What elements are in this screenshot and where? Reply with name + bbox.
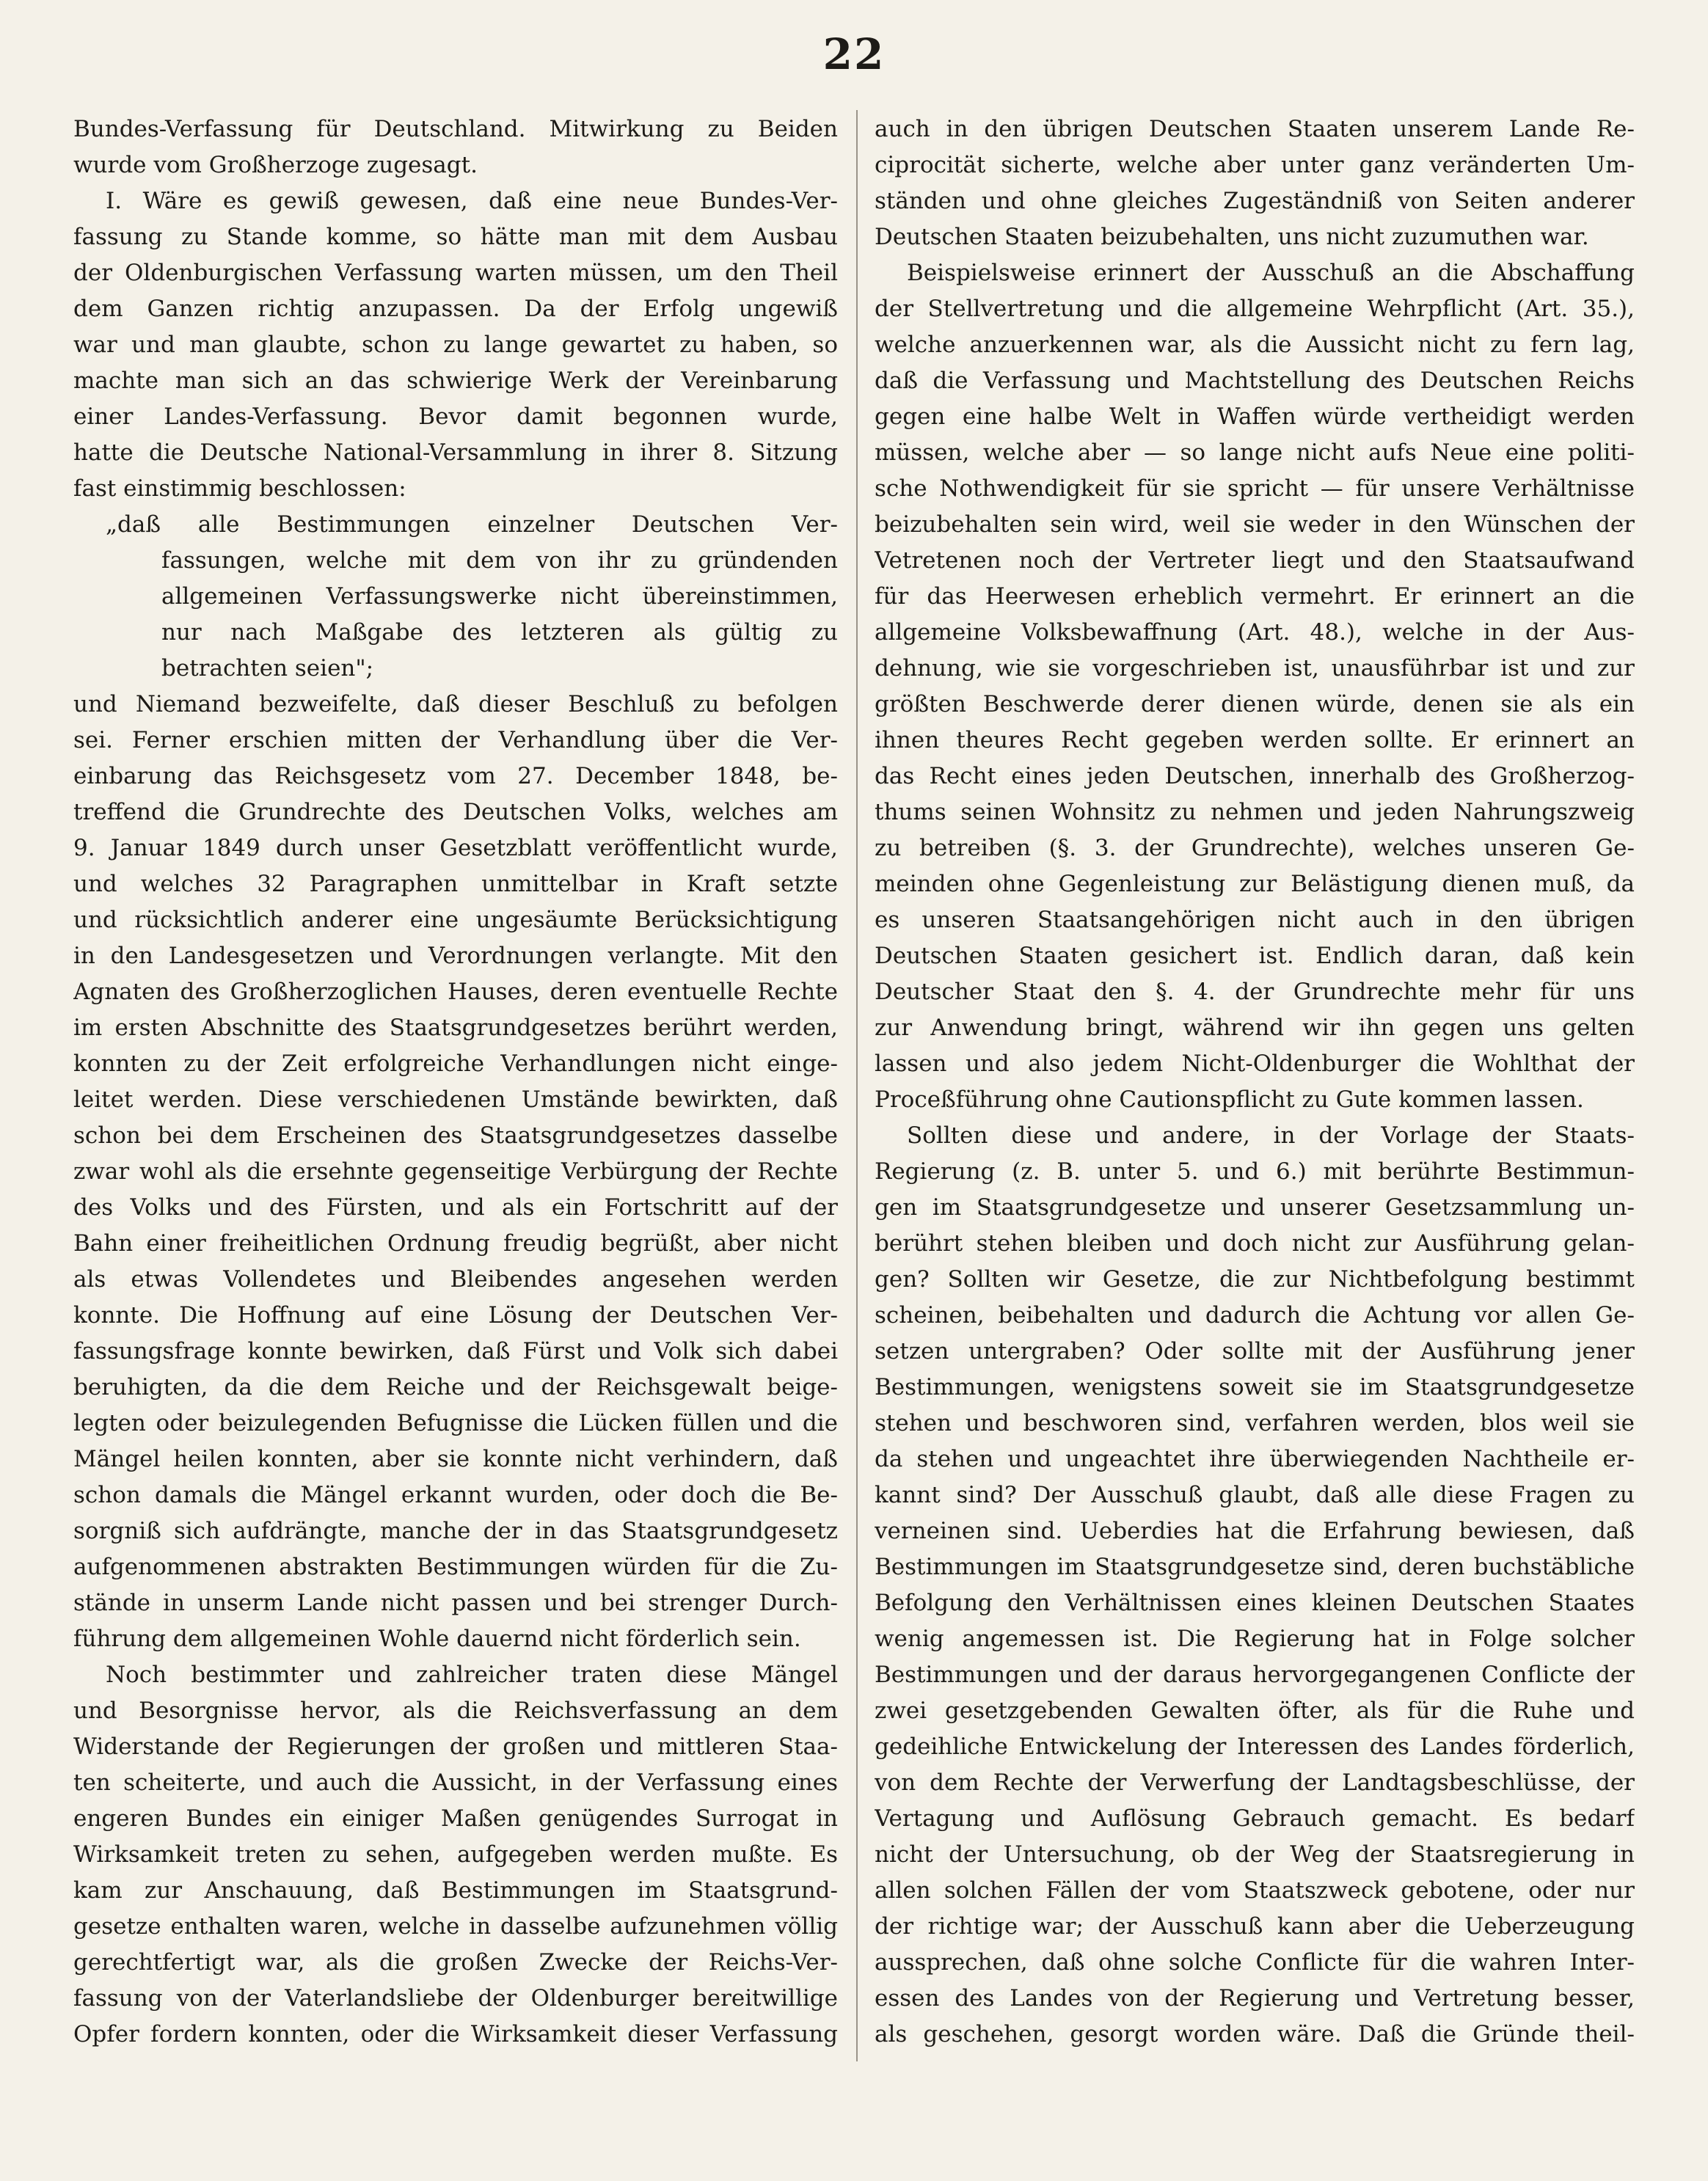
text-line: fast einstimmig beschlossen: [73, 475, 406, 502]
text-line: in den Landesgesetzen und Verordnungen verlangte. Mit den [73, 943, 838, 969]
text-line: im ersten Abschnitte des Staatsgrundgesetzes berührt werden, [73, 1015, 838, 1041]
text-line: als geschehen, gesorgt worden wäre. Daß die Gründe theil- [875, 2021, 1635, 2047]
text-line: gedeihliche Entwickelung der Interessen des Landes förderlich, [875, 1734, 1635, 1760]
text-line: allen solchen Fällen der vom Staatszweck gebotene, oder nur [875, 1877, 1635, 1904]
text-line: ciprocität sicherte, welche aber unter ganz veränderten Um- [875, 152, 1635, 178]
text-line: kam zur Anschauung, daß Bestimmungen im Staatsgrund- [73, 1877, 838, 1904]
text-line: gesetze enthalten waren, welche in dasselbe aufzunehmen völlig [73, 1913, 838, 1940]
text-line: dem Ganzen richtig anzupassen. Da der Erfolg ungewiß [73, 296, 838, 322]
text-line: da stehen und ungeachtet ihre überwiegenden Nachtheile er- [875, 1446, 1635, 1472]
text-line: auch in den übrigen Deutschen Staaten unserem Lande Re- [875, 116, 1635, 142]
text-line: Widerstande der Regierungen der großen und mittleren Staa- [73, 1734, 838, 1760]
text-line: welche anzuerkennen war, als die Aussicht nicht zu fern lag, [875, 332, 1635, 358]
text-line: ständen und ohne gleiches Zugeständniß von Seiten anderer [875, 188, 1635, 214]
text-line: zur Anwendung bringt, während wir ihn gegen uns gelten [875, 1015, 1635, 1041]
text-line: hatte die Deutsche National-Versammlung in ihrer 8. Sitzung [73, 439, 838, 466]
text-line: von dem Rechte der Verwerfung der Landtagsbeschlüsse, der [875, 1769, 1635, 1796]
text-line: setzen untergraben? Oder sollte mit der Ausführung jener [875, 1338, 1635, 1365]
text-line: Deutschen Staaten gesichert ist. Endlich daran, daß kein [875, 943, 1635, 969]
text-line: Agnaten des Großherzoglichen Hauses, deren eventuelle Rechte [73, 979, 838, 1005]
text-line: zwei gesetzgebenden Gewalten öfter, als für die Ruhe und [875, 1698, 1635, 1724]
text-line: fassungen, welche mit dem von ihr zu gründenden [161, 547, 838, 574]
text-line: war und man glaubte, schon zu lange gewartet zu haben, so [73, 332, 838, 358]
text-line: größten Beschwerde derer dienen würde, denen sie als ein [875, 691, 1635, 717]
text-line: sche Nothwendigkeit für sie spricht — für unsere Verhältnisse [875, 475, 1635, 502]
text-line: aufgenommenen abstrakten Bestimmungen würden für die Zu- [73, 1554, 838, 1580]
text-line: meinden ohne Gegenleistung zur Belästigung dienen muß, da [875, 871, 1635, 897]
text-line: sei. Ferner erschien mitten der Verhandlung über die Ver- [73, 727, 838, 753]
text-line: lassen und also jedem Nicht-Oldenburger die Wohlthat der [875, 1051, 1635, 1077]
text-line: Opfer fordern konnten, oder die Wirksamkeit dieser Verfassung [73, 2021, 838, 2047]
text-line: scheinen, beibehalten und dadurch die Achtung vor allen Ge- [875, 1302, 1635, 1329]
text-line: und welches 32 Paragraphen unmittelbar in Kraft setzte [73, 871, 838, 897]
text-line: wenig angemessen ist. Die Regierung hat in Folge solcher [875, 1626, 1635, 1652]
text-line: verneinen sind. Ueberdies hat die Erfahrung bewiesen, daß [875, 1518, 1635, 1544]
text-line: führung dem allgemeinen Wohle dauernd nicht förderlich sein. [73, 1626, 801, 1652]
column-divider [856, 110, 858, 2061]
text-line: der richtige war; der Ausschuß kann aber die Ueberzeugung [875, 1913, 1635, 1940]
text-line: der Oldenburgischen Verfassung warten müssen, um den Theil [73, 260, 838, 286]
text-line: schon bei dem Erscheinen des Staatsgrundgesetzes dasselbe [73, 1122, 838, 1149]
text-line: einer Landes-Verfassung. Bevor damit begonnen wurde, [73, 403, 838, 430]
text-line: ten scheiterte, und auch die Aussicht, in der Verfassung eines [73, 1769, 838, 1796]
text-line: Vertagung und Auflösung Gebrauch gemacht. Es bedarf [875, 1805, 1635, 1832]
text-line: fassung zu Stande komme, so hätte man mit dem Ausbau [73, 224, 838, 250]
text-line: kannt sind? Der Ausschuß glaubt, daß alle diese Fragen zu [875, 1482, 1635, 1508]
text-line: einbarung das Reichsgesetz vom 27. December 1848, be- [73, 763, 838, 789]
text-line: „daß alle Bestimmungen einzelner Deutschen Ver- [106, 511, 838, 538]
text-line: nur nach Maßgabe des letzteren als gültig zu [161, 619, 838, 646]
text-line: machte man sich an das schwierige Werk der Vereinbarung [73, 368, 838, 394]
text-line: aussprechen, daß ohne solche Conflicte für die wahren Inter- [875, 1949, 1635, 1976]
text-line: zwar wohl als die ersehnte gegenseitige Verbürgung der Rechte [73, 1158, 838, 1185]
text-line: wurde vom Großherzoge zugesagt. [73, 152, 478, 178]
text-line: Wirksamkeit treten zu sehen, aufgegeben werden mußte. Es [73, 1841, 838, 1868]
text-line: legten oder beizulegenden Befugnisse die Lücken füllen und die [73, 1410, 838, 1436]
text-line: Sollten diese und andere, in der Vorlage der Staats- [907, 1122, 1635, 1149]
text-line: leitet werden. Diese verschiedenen Umstände bewirkten, daß [73, 1086, 838, 1113]
text-line: als etwas Vollendetes und Bleibendes angesehen werden [73, 1266, 838, 1293]
text-line: müssen, welche aber — so lange nicht aufs Neue eine politi- [875, 439, 1635, 466]
text-line: und Besorgnisse hervor, als die Reichsverfassung an dem [73, 1698, 838, 1724]
text-line: treffend die Grundrechte des Deutschen Volks, welches am [73, 799, 838, 825]
text-line: es unseren Staatsangehörigen nicht auch in den übrigen [875, 907, 1635, 933]
text-line: beruhigten, da die dem Reiche und der Reichsgewalt beige- [73, 1374, 838, 1400]
text-line: Bahn einer freiheitlichen Ordnung freudig begrüßt, aber nicht [73, 1230, 838, 1257]
text-line: nicht der Untersuchung, ob der Weg der Staatsregierung in [875, 1841, 1635, 1868]
text-line: schon damals die Mängel erkannt wurden, oder doch die Be- [73, 1482, 838, 1508]
text-line: und Niemand bezweifelte, daß dieser Beschluß zu befolgen [73, 691, 838, 717]
text-line: Bestimmungen, wenigstens soweit sie im Staatsgrundgesetze [875, 1374, 1635, 1400]
text-line: gegen eine halbe Welt in Waffen würde vertheidigt werden [875, 403, 1635, 430]
text-line: Befolgung den Verhältnissen eines kleinen Deutschen Staates [875, 1590, 1635, 1616]
text-line: stände in unserm Lande nicht passen und bei strenger Durch- [73, 1590, 838, 1616]
text-line: fassung von der Vaterlandsliebe der Oldenburger bereitwillige [73, 1985, 838, 2012]
text-line: ihnen theures Recht gegeben werden sollte. Er erinnert an [875, 727, 1635, 753]
text-line: Bestimmungen im Staatsgrundgesetze sind, deren buchstäbliche [875, 1554, 1635, 1580]
text-line: I. Wäre es gewiß gewesen, daß eine neue Bundes-Ver- [106, 188, 838, 214]
text-line: beizubehalten sein wird, weil sie weder in den Wünschen der [875, 511, 1635, 538]
text-line: und rücksichtlich anderer eine ungesäumte Berücksichtigung [73, 907, 838, 933]
text-line: fassungsfrage konnte bewirken, daß Fürst und Volk sich dabei [73, 1338, 838, 1365]
text-line: konnten zu der Zeit erfolgreiche Verhandlungen nicht einge- [73, 1051, 838, 1077]
text-line: gen? Sollten wir Gesetze, die zur Nichtbefolgung bestimmt [875, 1266, 1635, 1293]
text-line: Beispielsweise erinnert der Ausschuß an die Abschaffung [907, 260, 1635, 286]
text-line: thums seinen Wohnsitz zu nehmen und jeden Nahrungszweig [875, 799, 1635, 825]
text-line: gen im Staatsgrundgesetze und unserer Gesetzsammlung un- [875, 1194, 1635, 1221]
text-line: das Recht eines jeden Deutschen, innerhalb des Großherzog- [875, 763, 1635, 789]
text-line: zu betreiben (§. 3. der Grundrechte), welches unseren Ge- [875, 835, 1635, 861]
text-line: sorgniß sich aufdrängte, manche der in das Staatsgrundgesetz [73, 1518, 838, 1544]
text-line: Regierung (z. B. unter 5. und 6.) mit berührte Bestimmun- [875, 1158, 1635, 1185]
text-line: daß die Verfassung und Machtstellung des Deutschen Reichs [875, 368, 1635, 394]
text-line: Deutschen Staaten beizubehalten, uns nicht zuzumuthen war. [875, 224, 1589, 250]
text-line: 9. Januar 1849 durch unser Gesetzblatt veröffentlicht wurde, [73, 835, 838, 861]
text-line: Noch bestimmter und zahlreicher traten diese Mängel [106, 1662, 838, 1688]
text-line: Bundes-Verfassung für Deutschland. Mitwirkung zu Beiden [73, 116, 838, 142]
text-line: Deutscher Staat den §. 4. der Grundrechte mehr für uns [875, 979, 1635, 1005]
text-line: berührt stehen bleiben und doch nicht zur Ausführung gelan- [875, 1230, 1635, 1257]
text-line: dehnung, wie sie vorgeschrieben ist, unausführbar ist und zur [875, 655, 1635, 682]
text-line: Vetretenen noch der Vertreter liegt und den Staatsaufwand [875, 547, 1635, 574]
text-line: essen des Landes von der Regierung und Vertretung besser, [875, 1985, 1635, 2012]
text-line: stehen und beschworen sind, verfahren werden, blos weil sie [875, 1410, 1635, 1436]
text-line: engeren Bundes ein einiger Maßen genügendes Surrogat in [73, 1805, 838, 1832]
left-text-column [73, 112, 838, 2063]
text-line: gerechtfertigt war, als die großen Zwecke der Reichs-Ver- [73, 1949, 838, 1976]
page-number: 22 [822, 29, 886, 79]
text-line: allgemeinen Verfassungswerke nicht übereinstimmen, [161, 583, 838, 610]
text-line: für das Heerwesen erheblich vermehrt. Er erinnert an die [875, 583, 1635, 610]
text-line: Bestimmungen und der daraus hervorgegangenen Conflicte der [875, 1662, 1635, 1688]
text-line: des Volks und des Fürsten, und als ein Fortschritt auf der [73, 1194, 838, 1221]
text-line: der Stellvertretung und die allgemeine Wehrpflicht (Art. 35.), [875, 296, 1635, 322]
text-line: betrachten seien"; [161, 655, 374, 682]
text-line: Mängel heilen konnten, aber sie konnte nicht verhindern, daß [73, 1446, 838, 1472]
text-line: allgemeine Volksbewaffnung (Art. 48.), welche in der Aus- [875, 619, 1635, 646]
text-line: konnte. Die Hoffnung auf eine Lösung der Deutschen Ver- [73, 1302, 838, 1329]
text-line: Proceßführung ohne Cautionspflicht zu Gute kommen lassen. [875, 1086, 1584, 1113]
right-text-column [875, 112, 1635, 2063]
